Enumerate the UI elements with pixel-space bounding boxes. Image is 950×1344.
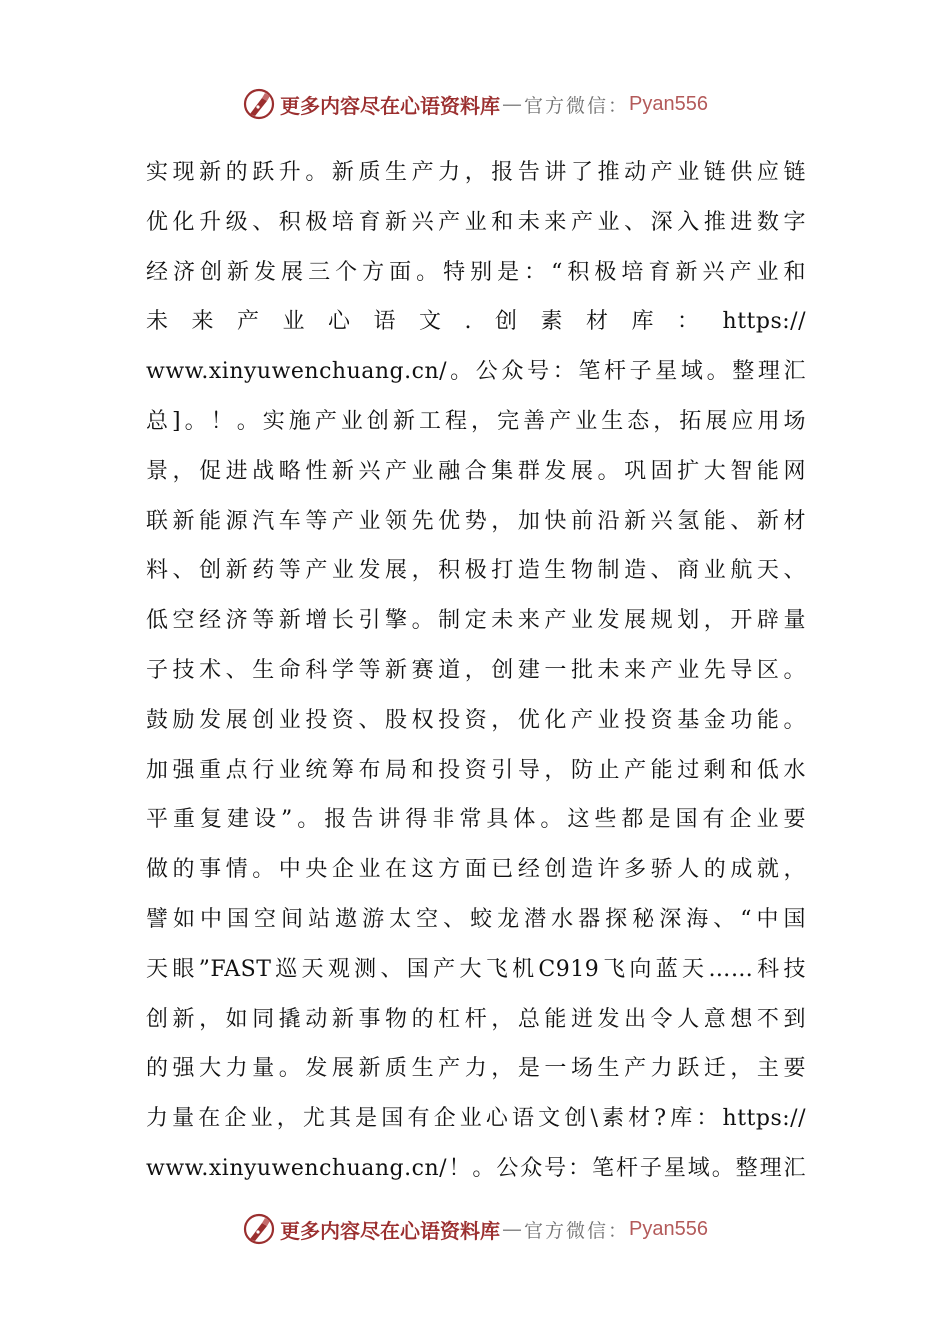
- body-line: 做的事情。中央企业在这方面已经创造许多骄人的成就，: [146, 857, 806, 883]
- header-official-label: 官方微信：: [524, 94, 630, 117]
- body-line: 景，促进战略性新兴产业融合集群发展。巩固扩大智能网: [146, 458, 806, 484]
- pen-nib-logo-icon: [242, 87, 276, 121]
- header-banner: [0, 84, 950, 124]
- body-line: 低空经济等新增长引擎。制定未来产业发展规划，开辟量: [146, 608, 806, 634]
- body-line: 料、创新药等产业发展，积极打造生物制造、商业航天、: [146, 558, 806, 584]
- body-line: 未来产业心语文.创素材库：https://: [146, 309, 806, 335]
- body-line: 平重复建设”。报告讲得非常具体。这些都是国有企业要: [146, 807, 806, 833]
- body-line: 子技术、生命科学等新赛道，创建一批未来产业先导区。: [146, 657, 806, 683]
- body-line: 联新能源汽车等产业领先优势，加快前沿新兴氢能、新材: [146, 508, 806, 534]
- footer-wechat-id: Pyan556: [629, 1217, 708, 1240]
- body-line: 加强重点行业统筹布局和投资引导，防止产能过剩和低水: [146, 757, 806, 783]
- footer-dash: —: [502, 1217, 522, 1241]
- body-line: 力量在企业，尤其是国有企业心语文创\素材?库：https://: [146, 1106, 806, 1132]
- body-line: 的强大力量。发展新质生产力，是一场生产力跃迁，主要: [146, 1056, 806, 1082]
- body-line: 创新，如同撬动新事物的杠杆，总能迸发出令人意想不到: [146, 1006, 806, 1032]
- body-line: 天眼”FAST巡天观测、国产大飞机C919飞向蓝天……科技: [146, 956, 806, 982]
- footer-official-label: 官方微信：: [524, 1219, 630, 1242]
- body-line: 鼓励发展创业投资、股权投资，优化产业投资基金功能。: [146, 707, 806, 733]
- footer-banner: [0, 1209, 950, 1249]
- body-line: 实现新的跃升。新质生产力，报告讲了推动产业链供应链: [146, 160, 806, 185]
- body-line: 经济创新发展三个方面。特别是：“积极培育新兴产业和: [146, 259, 806, 285]
- footer-brand-text: 更多内容尽在心语资料库: [280, 1218, 500, 1243]
- header-dash: —: [502, 92, 522, 116]
- body-line: www.xinyuwenchuang.cn/！。公众号：笔杆子星域。整理汇: [146, 1155, 806, 1181]
- header-brand-text: 更多内容尽在心语资料库: [280, 93, 500, 118]
- body-line: www.xinyuwenchuang.cn/。公众号：笔杆子星域。整理汇: [146, 359, 806, 385]
- document-body: [146, 148, 806, 1194]
- header-wechat-id: Pyan556: [629, 92, 708, 115]
- body-line: 优化升级、积极培育新兴产业和未来产业、深入推进数字: [146, 209, 806, 235]
- body-line: 总]。！。实施产业创新工程，完善产业生态，拓展应用场: [146, 408, 806, 434]
- pen-nib-logo-icon: [242, 1212, 276, 1246]
- body-line: 譬如中国空间站遨游太空、蛟龙潜水器探秘深海、“中国: [146, 906, 806, 932]
